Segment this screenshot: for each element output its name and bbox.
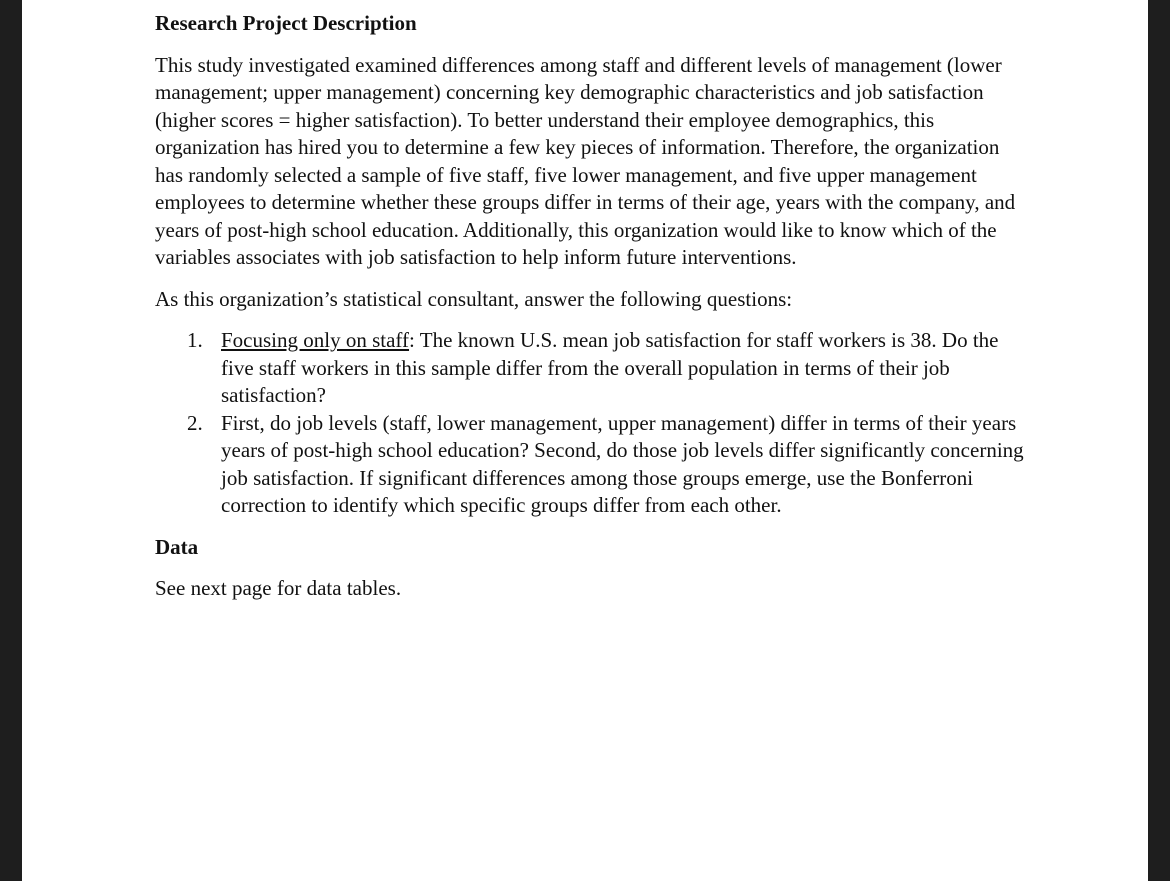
questions-list	[155, 327, 1025, 520]
data-note: See next page for data tables.	[155, 576, 402, 600]
intro-paragraph: This study investigated examined differences among staff and different levels of management (lower management; upper management) concerning key demographic characteristics and job satisfaction (higher scores = higher satisfaction). To better understand their employee demographics, this organization has hired you to determine a few key pieces of information. Therefore, the organization has randomly selected a sample of five staff, five lower management, and five upper management employees to determine whether these groups differ in terms of their age, years with the company, and years of post-high school education. Additionally, this organization would like to know which of the variables associates with job satisfaction to help inform future interventions.	[155, 52, 1016, 269]
page-content	[155, 10, 1025, 617]
questions-intro: As this organization’s statistical consultant, answer the following questions:	[155, 286, 793, 311]
question-number: 2.	[187, 410, 203, 435]
document-page	[22, 0, 1148, 881]
question-text: First, do job levels (staff, lower management, upper management) differ in terms of their years years of post-high school education? Second, do those job levels differ significantly concerning job satisfaction. If significant differences among those groups emerge, use the Bonferroni correction to identify which specific groups differ from each other.	[221, 410, 1024, 517]
section-heading-description: Research Project Description	[155, 11, 417, 35]
section-heading-data: Data	[155, 534, 199, 559]
question-emphasis: Focusing only on staff	[221, 328, 410, 352]
question-text: : The known U.S. mean job satisfaction for staff workers is 38. Do the five staff workers in this sample differ from the overall population in terms of their job satisfaction?	[221, 328, 999, 407]
question-item-2	[155, 410, 1025, 520]
question-item-1	[155, 327, 1025, 410]
question-number: 1.	[187, 328, 203, 352]
